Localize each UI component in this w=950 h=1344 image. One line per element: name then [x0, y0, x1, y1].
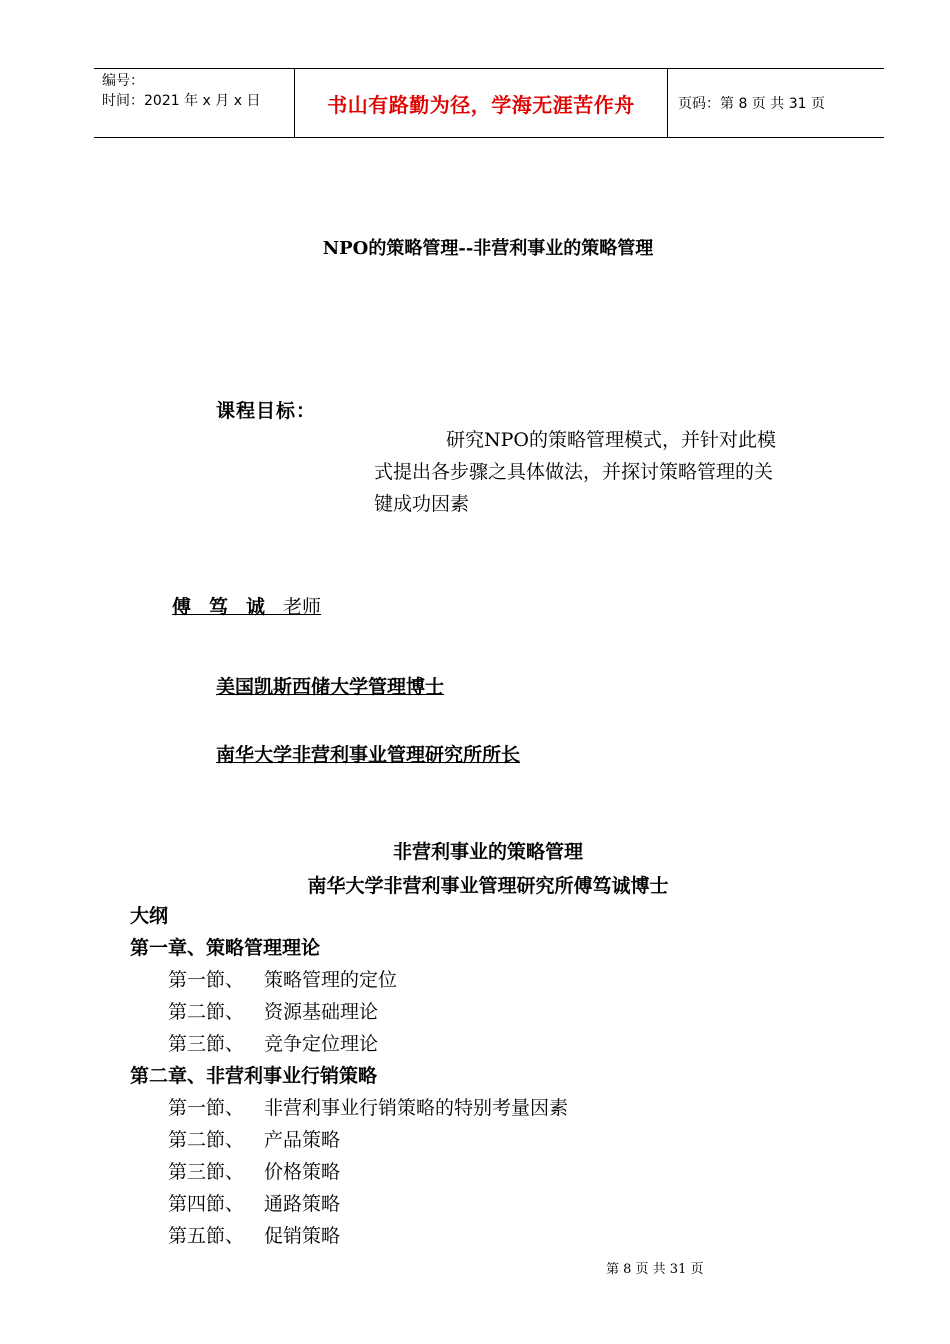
list-item — [130, 1188, 568, 1220]
goal-text: 研究NPO的策略管理模式，并针对此模式提出各步骤之具体做法，并探讨策略管理的关键成功因素 — [374, 429, 776, 515]
chapter-2-heading: 第二章、非营利事业行销策略 — [130, 1065, 378, 1087]
section-number: 第四節、 — [168, 1193, 245, 1215]
section-number: 第二節、 — [168, 1001, 245, 1023]
chapter-1-heading: 第一章、策略管理理论 — [130, 937, 321, 959]
list-item — [130, 1092, 568, 1124]
credential-2: 南华大学非营利事业管理研究所所长 — [216, 744, 521, 766]
section-title: 策略管理的定位 — [264, 969, 398, 991]
outline — [130, 900, 568, 1252]
goal-label: 课程目标： — [216, 400, 317, 422]
teacher-name: 傅笃诚 — [172, 596, 284, 618]
section-title: 通路策略 — [264, 1193, 341, 1215]
list-item — [130, 996, 568, 1028]
teacher-line — [172, 592, 321, 619]
section-title: 非营利事业行销策略的特别考量因素 — [264, 1097, 569, 1119]
section-number: 第三節、 — [168, 1033, 245, 1055]
section-number: 第一節、 — [168, 1097, 245, 1119]
document-title: NPO的策略管理--非营利事业的策略管理 — [322, 238, 654, 259]
section-number: 第一節、 — [168, 969, 245, 991]
section-title: 资源基础理论 — [264, 1001, 379, 1023]
outline-label: 大纲 — [130, 905, 169, 927]
teacher-title: 老师 — [283, 596, 322, 618]
outline-title: 非营利事业的策略管理 — [392, 841, 583, 863]
section-number: 第五節、 — [168, 1225, 245, 1247]
list-item — [130, 1220, 568, 1252]
page-header — [94, 68, 884, 138]
time-label: 时间：2021 年 x 月 x 日 — [102, 93, 261, 109]
list-item — [130, 964, 568, 996]
list-item — [130, 1124, 568, 1156]
list-item — [130, 1156, 568, 1188]
section-title: 价格策略 — [264, 1161, 341, 1183]
number-label: 编号： — [102, 73, 144, 89]
header-meta — [94, 69, 295, 137]
outline-subtitle: 南华大学非营利事业管理研究所傅笃诚博士 — [307, 875, 669, 897]
header-motto: 书山有路勤为径，学海无涯苦作舟 — [295, 69, 668, 137]
page-footer: 第 8 页 共 31 页 — [606, 1262, 704, 1277]
section-title: 产品策略 — [264, 1129, 341, 1151]
section-number: 第三節、 — [168, 1161, 245, 1183]
credential-1: 美国凯斯西储大学管理博士 — [216, 676, 445, 698]
header-page-label: 页码：第 8 页 共 31 页 — [678, 96, 825, 112]
section-title: 促销策略 — [264, 1225, 341, 1247]
section-number: 第二節、 — [168, 1129, 245, 1151]
section-title: 竞争定位理论 — [264, 1033, 379, 1055]
list-item — [130, 1028, 568, 1060]
